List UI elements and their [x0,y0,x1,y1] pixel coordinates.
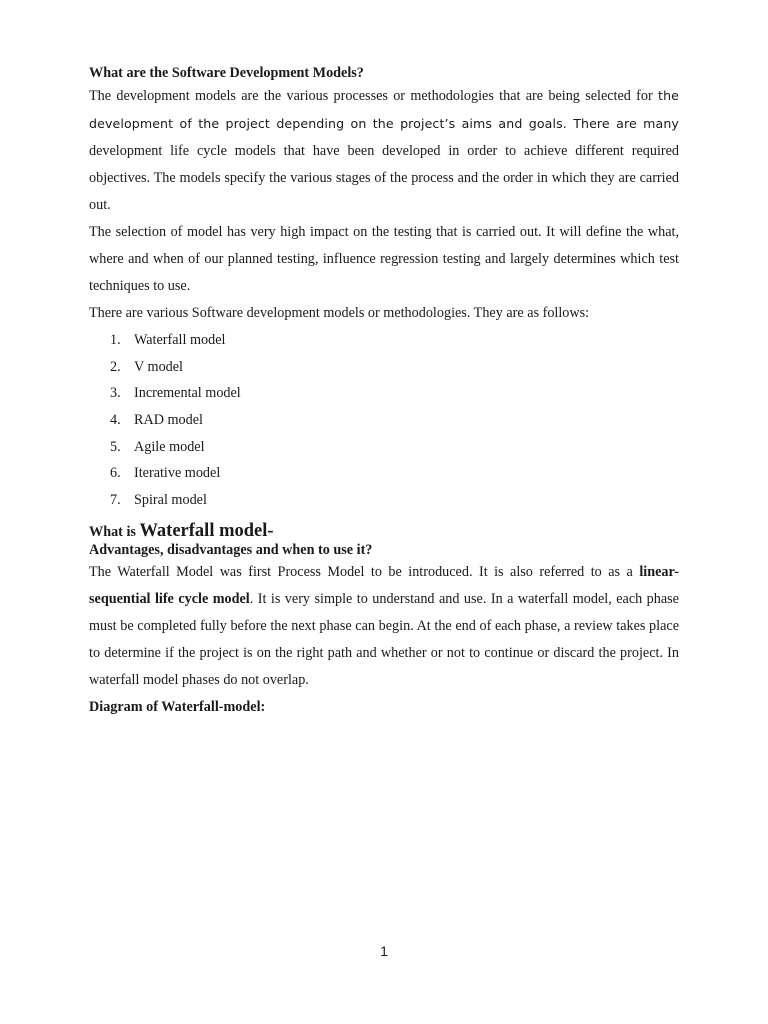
diagram-label: Diagram of Waterfall-model: [89,698,266,715]
list-item [89,327,679,354]
list-label: Incremental model [134,385,241,402]
list-label: Iterative model [134,465,221,482]
list-item [89,487,679,514]
intro-text-b: development life cycle models that have been developed in order to achieve different required objectives. The models specify the various stages of the process and the order in which they are carried out. [89,143,679,213]
list-label: Spiral model [134,492,207,509]
list-number: 5. [110,438,121,455]
list-item [89,407,679,434]
waterfall-paragraph [89,559,679,694]
list-number: 2. [110,358,121,375]
list-number: 3. [110,385,121,402]
waterfall-text-a: The Waterfall Model was first Process Model to be introduced. It is also referred to as a [89,563,640,580]
page-number: 1 [380,943,388,959]
list-item [89,460,679,487]
list-number: 6. [110,465,121,482]
waterfall-heading [89,521,679,542]
waterfall-text-bold: linear-sequential life cycle model [89,563,679,607]
list-label: RAD model [134,412,203,429]
intro-paragraph-1 [89,82,679,219]
document-page [89,64,679,721]
list-number: 4. [110,412,121,429]
waterfall-heading-prefix: What is [89,523,140,540]
waterfall-subheading: Advantages, disadvantages and when to use it? [89,541,373,558]
waterfall-text-b: . It is very simple to understand and use. In a waterfall model, each phase must be completed fully before the next phase can begin. At the end of each phase, a review takes place to determine if the project is on the right path and whether or not to continue or discard the project. In waterfall model phases do not overlap. [89,590,679,688]
list-item [89,434,679,461]
intro-text-a: The development models are the various processes or methodologies that are being selected for [89,88,659,104]
intro-paragraph-2: The selection of model has very high impact on the testing that is carried out. It will define the what, where and when of our planned testing, influence regression testing and largely determines which test techniques to use. [89,224,679,294]
section-heading: What are the Software Development Models? [89,65,364,81]
intro-paragraph-3: There are various Software development models or methodologies. They are as follows: [89,305,590,321]
list-number: 7. [110,492,121,509]
list-label: V model [134,358,183,375]
models-list [89,327,679,514]
waterfall-heading-main: Waterfall model- [139,520,274,541]
list-label: Waterfall model [134,332,226,348]
list-item [89,380,679,407]
intro-text-sans: the development of the project depending on the project’s aims and goals. There are many [89,88,679,131]
list-number: 1. [110,332,121,348]
list-label: Agile model [134,438,205,455]
list-item [89,354,679,381]
